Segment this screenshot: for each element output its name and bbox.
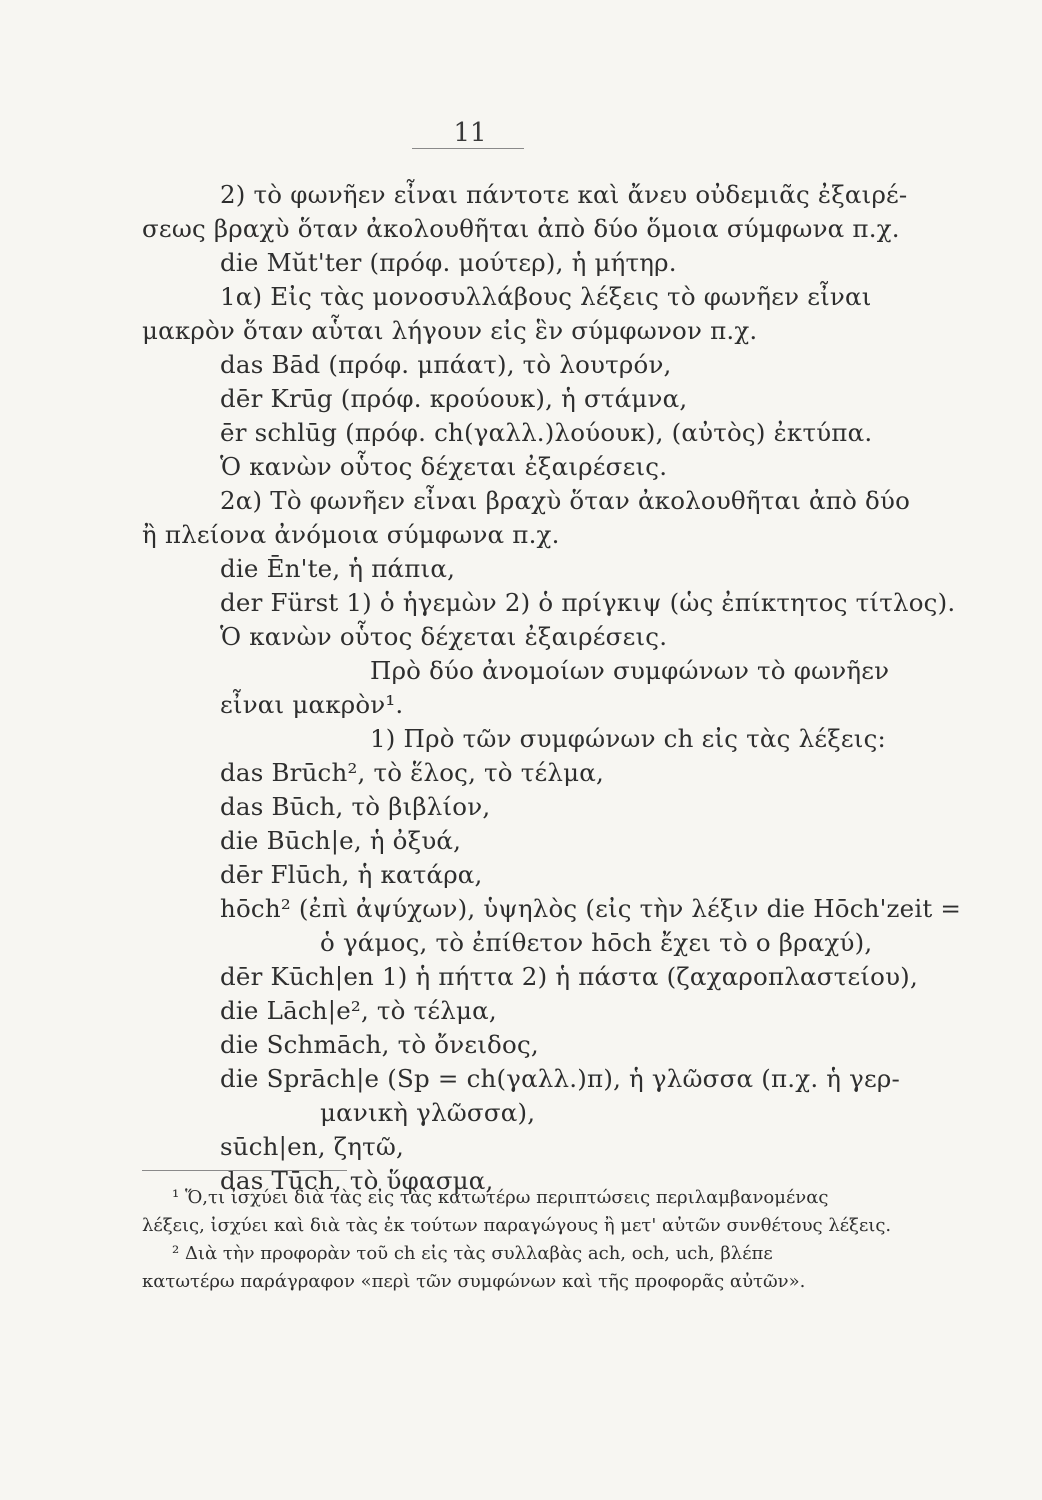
body-line: Ὁ κανὼν οὗτος δέχεται ἐξαιρέσεις. xyxy=(220,452,668,481)
body-line: die Lāch|e², τὸ τέλμα, xyxy=(220,996,497,1025)
body-line: 2α) Τὸ φωνῆεν εἶναι βραχὺ ὅταν ἀκολουθῆται ἀπὸ δύο xyxy=(220,486,911,515)
footnote-line: ¹ Ὅ,τι ἰσχύει διὰ τὰς εἰς τὰς κατωτέρω περιπτώσεις περιλαμβανομένας xyxy=(172,1187,829,1208)
footnote-line: ² Διὰ τὴν προφορὰν τοῦ ch εἰς τὰς συλλαβὰς ach, och, uch, βλέπε xyxy=(172,1243,773,1264)
body-line: εἶναι μακρὸν¹. xyxy=(220,690,404,719)
body-line: das Tūch, τὸ ὕφασμα, xyxy=(220,1166,494,1195)
body-line: σεως βραχὺ ὅταν ἀκολουθῆται ἀπὸ δύο ὅμοια σύμφωνα π.χ. xyxy=(142,214,900,243)
body-line: dēr Kūch|en 1) ἡ πήττα 2) ἡ πάστα (ζαχαροπλαστείου), xyxy=(220,962,918,991)
body-line: 1α) Εἰς τὰς μονοσυλλάβους λέξεις τὸ φωνῆεν εἶναι xyxy=(220,282,872,311)
body-line: der Fürst 1) ὁ ἡγεμὼν 2) ὁ πρίγκιψ (ὡς ἐπίκτητος τίτλος). xyxy=(220,588,956,617)
page-number: 11 xyxy=(453,118,487,148)
footnote-line: κατωτέρω παράγραφον «περὶ τῶν συμφώνων καὶ τῆς προφορᾶς αὐτῶν». xyxy=(142,1271,806,1292)
body-line: 1) Πρὸ τῶν συμφώνων ch εἰς τὰς λέξεις: xyxy=(370,724,886,753)
body-line: die Sprāch|e (Sp = ch(γαλλ.)π), ἡ γλῶσσα (π.χ. ἡ γερ- xyxy=(220,1064,900,1093)
body-line: die Ēn'te, ἡ πάπια, xyxy=(220,554,456,583)
body-line: dēr Flūch, ἡ κατάρα, xyxy=(220,860,483,889)
body-line: sūch|en, ζητῶ, xyxy=(220,1132,405,1161)
body-line: ὁ γάμος, τὸ ἐπίθετον hōch ἔχει τὸ ο βραχύ), xyxy=(320,928,873,957)
body-line: das Brūch², τὸ ἕλος, τὸ τέλμα, xyxy=(220,758,604,787)
body-line: dēr Krūg (πρόφ. κρούουκ), ἡ στάμνα, xyxy=(220,384,688,413)
footnote-line: λέξεις, ἰσχύει καὶ διὰ τὰς ἐκ τούτων παραγώγους ἢ μετ' αὐτῶν συνθέτους λέξεις. xyxy=(142,1215,892,1236)
body-line: μακρὸν ὅταν αὗται λήγουν εἰς ἓν σύμφωνον π.χ. xyxy=(142,316,758,345)
body-line: Ὁ κανὼν οὗτος δέχεται ἐξαιρέσεις. xyxy=(220,622,668,651)
body-line: die Schmāch, τὸ ὄνειδος, xyxy=(220,1030,539,1059)
body-line: Πρὸ δύο ἀνομοίων συμφώνων τὸ φωνῆεν xyxy=(370,656,890,685)
body-line: ἢ πλείονα ἀνόμοια σύμφωνα π.χ. xyxy=(142,520,560,549)
body-line: die Mŭt'ter (πρόφ. μούτερ), ἡ μήτηρ. xyxy=(220,248,677,277)
body-line: μανικὴ γλῶσσα), xyxy=(320,1098,536,1127)
page-number-rule xyxy=(412,148,524,149)
body-line: 2) τὸ φωνῆεν εἶναι πάντοτε καὶ ἄνευ οὐδεμιᾶς ἐξαιρέ- xyxy=(220,180,908,209)
body-line: das Būch, τὸ βιβλίον, xyxy=(220,792,491,821)
footnote-rule xyxy=(142,1170,347,1171)
body-line: die Būch|e, ἡ ὀξυά, xyxy=(220,826,462,855)
body-line: hōch² (ἐπὶ ἀψύχων), ὑψηλὸς (εἰς τὴν λέξιν die Hōch'zeit = xyxy=(220,894,962,923)
body-line: ēr schlūg (πρόφ. ch(γαλλ.)λούουκ), (αὐτὸς) ἐκτύπα. xyxy=(220,418,873,447)
body-line: das Bād (πρόφ. μπάατ), τὸ λουτρόν, xyxy=(220,350,672,379)
